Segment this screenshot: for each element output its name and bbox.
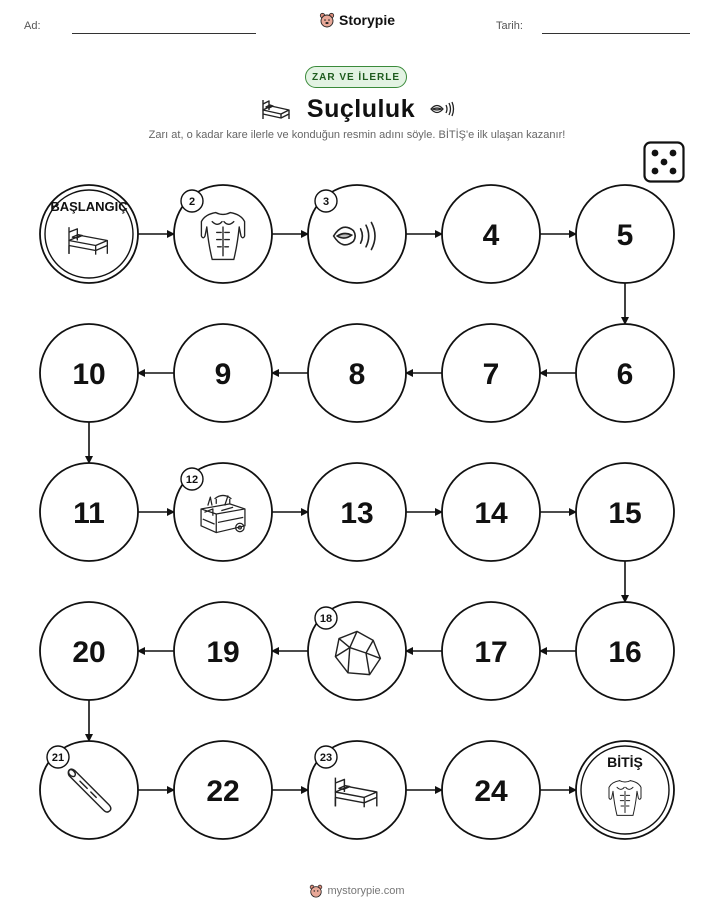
board-cell-20[interactable] [40, 602, 138, 700]
cell-number: 13 [340, 497, 374, 530]
cell-number: 15 [608, 497, 642, 530]
cell-number: 4 [482, 219, 500, 252]
board-cell-17[interactable] [442, 602, 540, 700]
board-cell-5[interactable] [576, 185, 674, 283]
board-cell-14[interactable] [442, 463, 540, 561]
cell-number: 9 [214, 358, 232, 391]
name-label: Ad: [24, 20, 41, 32]
board-cell-8[interactable] [308, 324, 406, 422]
cell-number: 14 [474, 497, 508, 530]
board-cell-16[interactable] [576, 602, 674, 700]
board-cell-15[interactable] [576, 463, 674, 561]
finish-cell[interactable] [576, 741, 674, 839]
game-type-badge: ZAR VE İLERLE [305, 66, 407, 88]
board-cell-22[interactable] [174, 741, 272, 839]
board-cell-23[interactable] [308, 741, 406, 839]
cell-number: 24 [474, 775, 508, 808]
board-cell-24[interactable] [442, 741, 540, 839]
board-cell-12[interactable] [174, 463, 272, 561]
bear-logo-icon [309, 884, 323, 898]
footer [0, 884, 714, 901]
cell-number: 7 [482, 358, 500, 391]
start-label: BAŞLANGIÇ [50, 199, 128, 214]
cell-number: 19 [206, 636, 240, 669]
cell-number: 8 [348, 358, 366, 391]
board-cell-9[interactable] [174, 324, 272, 422]
cell-number: 23 [319, 752, 333, 764]
cell-number: 3 [322, 196, 330, 208]
board-cell-7[interactable] [442, 324, 540, 422]
cell-number: 6 [616, 358, 634, 391]
board-cell-18[interactable] [308, 602, 406, 700]
footer-site[interactable]: mystorypie.com [327, 885, 405, 897]
date-label: Tarih: [496, 20, 523, 32]
cell-number: 16 [608, 636, 642, 669]
cell-layer [40, 185, 674, 839]
cell-number: 10 [72, 358, 106, 391]
board-cell-2[interactable] [174, 185, 272, 283]
finish-label: BİTİŞ [607, 754, 643, 770]
board-cell-4[interactable] [442, 185, 540, 283]
cell-number: 20 [72, 636, 106, 669]
page-title: Suçluluk [306, 94, 416, 123]
cell-number: 21 [51, 752, 65, 764]
cell-number: 5 [616, 219, 634, 252]
board-cell-10[interactable] [40, 324, 138, 422]
cell-number: 22 [206, 775, 240, 808]
cell-number: 11 [73, 497, 105, 530]
board-cell-19[interactable] [174, 602, 272, 700]
cell-number: 17 [474, 636, 508, 669]
cell-number: 2 [188, 196, 196, 208]
board-cell-13[interactable] [308, 463, 406, 561]
board-cell-6[interactable] [576, 324, 674, 422]
start-cell[interactable] [40, 185, 138, 283]
cell-number: 18 [319, 613, 333, 625]
board-cell-3[interactable] [308, 185, 406, 283]
board-cell-21[interactable] [40, 741, 138, 839]
instructions: Zarı at, o kadar kare ilerle ve konduğun resmin adını söyle. BİTİŞ'e ilk ulaşan kazanır! [148, 129, 566, 141]
brand-name: Storypie [338, 12, 395, 28]
board-cell-11[interactable] [40, 463, 138, 561]
cell-number: 12 [185, 474, 199, 486]
